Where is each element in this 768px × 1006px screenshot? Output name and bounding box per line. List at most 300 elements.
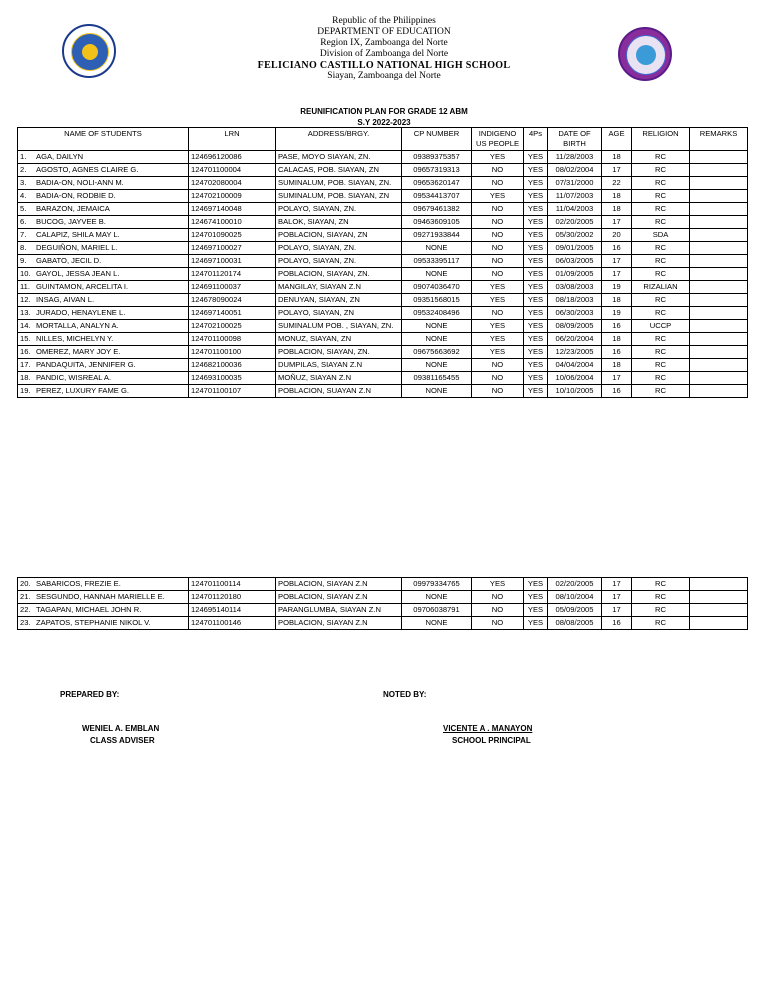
address-cell: POBLACION, SIAYAN Z.N (276, 617, 402, 630)
table-row (18, 578, 748, 591)
table-row (18, 151, 748, 164)
principal-title: SCHOOL PRINCIPAL (452, 736, 531, 745)
religion-cell: UCCP (632, 320, 690, 333)
date-of-birth-cell: 10/06/2004 (548, 372, 602, 385)
col-remarks-header: REMARKS (690, 128, 748, 151)
date-of-birth-cell: 08/02/2004 (548, 164, 602, 177)
religion-cell: RC (632, 591, 690, 604)
student-name-cell (18, 203, 189, 216)
date-of-birth-cell: 11/07/2003 (548, 190, 602, 203)
col-cp-header: CP NUMBER (402, 128, 472, 151)
remarks-cell (690, 578, 748, 591)
row-number: 20. (20, 579, 31, 588)
student-name-cell (18, 307, 189, 320)
fourps-status-cell: YES (524, 281, 548, 294)
lrn-cell: 124678090024 (189, 294, 276, 307)
date-of-birth-cell: 02/20/2005 (548, 216, 602, 229)
age-cell: 19 (602, 307, 632, 320)
region-line: Region IX, Zamboanga del Norte (320, 38, 448, 48)
indigenous-status-cell: NO (472, 591, 524, 604)
remarks-cell (690, 268, 748, 281)
age-cell: 18 (602, 151, 632, 164)
religion-cell: RC (632, 294, 690, 307)
address-cell: POBLACION, SIAYAN, ZN (276, 229, 402, 242)
row-number: 8. (20, 243, 27, 252)
row-number: 13. (20, 308, 31, 317)
date-of-birth-cell: 02/20/2005 (548, 578, 602, 591)
age-cell: 16 (602, 385, 632, 398)
fourps-status-cell: YES (524, 216, 548, 229)
indigenous-status-cell: YES (472, 333, 524, 346)
fourps-status-cell: YES (524, 359, 548, 372)
age-cell: 16 (602, 320, 632, 333)
principal-name: VICENTE A . MANAYON (443, 724, 533, 733)
adviser-title: CLASS ADVISER (90, 736, 155, 745)
col-address-header: ADDRESS/BRGY. (276, 128, 402, 151)
religion-cell: RC (632, 604, 690, 617)
lrn-cell: 124691100037 (189, 281, 276, 294)
remarks-cell (690, 216, 748, 229)
address-cell: POLAYO, SIAYAN, ZN. (276, 255, 402, 268)
fourps-status-cell: YES (524, 604, 548, 617)
remarks-cell (690, 294, 748, 307)
indigenous-status-cell: NO (472, 216, 524, 229)
age-cell: 17 (602, 604, 632, 617)
student-name-cell (18, 242, 189, 255)
religion-cell: RC (632, 385, 690, 398)
cp-number-cell: 09533395117 (402, 255, 472, 268)
student-name-cell (18, 385, 189, 398)
religion-cell: RC (632, 151, 690, 164)
table-row (18, 617, 748, 630)
date-of-birth-cell: 08/18/2003 (548, 294, 602, 307)
adviser-name: WENIEL A. EMBLAN (82, 724, 160, 733)
cp-number-cell: 09706038791 (402, 604, 472, 617)
cp-number-cell: 09653620147 (402, 177, 472, 190)
cp-number-cell: 09675663692 (402, 346, 472, 359)
remarks-cell (690, 164, 748, 177)
address-cell: POBLACION, SIAYAN, ZN. (276, 268, 402, 281)
table-row (18, 320, 748, 333)
col-lrn-header: LRN (189, 128, 276, 151)
religion-cell: RC (632, 203, 690, 216)
indigenous-status-cell: YES (472, 151, 524, 164)
department-line: DEPARTMENT OF EDUCATION (317, 27, 451, 37)
table-row (18, 372, 748, 385)
student-name-text: INSAG, AIVAN L. (36, 295, 95, 304)
age-cell: 17 (602, 164, 632, 177)
table-row (18, 229, 748, 242)
lrn-cell: 124702100009 (189, 190, 276, 203)
student-name-text: SESGUNDO, HANNAH MARIELLE E. (36, 592, 165, 601)
religion-cell: RC (632, 216, 690, 229)
cp-number-cell: 09389375357 (402, 151, 472, 164)
student-name-text: GAYOL, JESSA JEAN L. (36, 269, 120, 278)
col-name-header: NAME OF STUDENTS (18, 128, 189, 151)
remarks-cell (690, 372, 748, 385)
table-row (18, 294, 748, 307)
indigenous-status-cell: NO (472, 177, 524, 190)
date-of-birth-cell: 06/03/2005 (548, 255, 602, 268)
noted-by-label: NOTED BY: (383, 690, 427, 699)
religion-cell: RC (632, 268, 690, 281)
row-number: 15. (20, 334, 31, 343)
student-name-text: TAGAPAN, MICHAEL JOHN R. (36, 605, 142, 614)
indigenous-status-cell: YES (472, 320, 524, 333)
lrn-cell: 124701090025 (189, 229, 276, 242)
table-row (18, 164, 748, 177)
remarks-cell (690, 281, 748, 294)
row-number: 23. (20, 618, 31, 627)
student-name-text: PANDIC, WISREAL A. (36, 373, 112, 382)
date-of-birth-cell: 07/31/2000 (548, 177, 602, 190)
remarks-cell (690, 591, 748, 604)
remarks-cell (690, 385, 748, 398)
row-number: 7. (20, 230, 27, 239)
date-of-birth-cell: 08/08/2005 (548, 617, 602, 630)
lrn-cell: 124701100146 (189, 617, 276, 630)
religion-cell: RC (632, 307, 690, 320)
address-cell: MANGILAY, SIAYAN Z.N (276, 281, 402, 294)
cp-number-cell: NONE (402, 320, 472, 333)
religion-cell: RC (632, 372, 690, 385)
lrn-cell: 124697100031 (189, 255, 276, 268)
table-row (18, 203, 748, 216)
table-row (18, 177, 748, 190)
table-row (18, 591, 748, 604)
school-year: S.Y 2022-2023 (357, 118, 411, 127)
remarks-cell (690, 320, 748, 333)
students-table-part2 (17, 577, 748, 630)
age-cell: 20 (602, 229, 632, 242)
religion-cell: RC (632, 190, 690, 203)
remarks-cell (690, 242, 748, 255)
religion-cell: RC (632, 255, 690, 268)
student-name-cell (18, 164, 189, 177)
cp-number-cell: NONE (402, 617, 472, 630)
address-cell: POBLACION, SIAYAN Z.N (276, 578, 402, 591)
remarks-cell (690, 359, 748, 372)
lrn-cell: 124701100004 (189, 164, 276, 177)
address-cell: MONUZ, SIAYAN, ZN (276, 333, 402, 346)
address-cell: POBLACION, SIAYAN, ZN. (276, 346, 402, 359)
col-ip-header: INDIGENO US PEOPLE (472, 128, 524, 151)
remarks-cell (690, 333, 748, 346)
cp-number-cell: NONE (402, 591, 472, 604)
fourps-status-cell: YES (524, 229, 548, 242)
indigenous-status-cell: YES (472, 294, 524, 307)
document-title: REUNIFICATION PLAN FOR GRADE 12 ABM (300, 107, 468, 116)
row-number: 6. (20, 217, 27, 226)
student-name-cell (18, 372, 189, 385)
fourps-status-cell: YES (524, 617, 548, 630)
row-number: 17. (20, 360, 31, 369)
cp-number-cell: NONE (402, 268, 472, 281)
student-name-text: BARAZON, JEMAICA (36, 204, 110, 213)
student-name-text: AGA, DAILYN (36, 152, 84, 161)
student-name-text: AGOSTO, AGNES CLAIRE G. (36, 165, 139, 174)
student-name-text: GUINTAMON, ARCELITA I. (36, 282, 129, 291)
cp-number-cell: NONE (402, 333, 472, 346)
date-of-birth-cell: 04/04/2004 (548, 359, 602, 372)
cp-number-cell: NONE (402, 359, 472, 372)
students-table-part1 (17, 127, 748, 398)
date-of-birth-cell: 08/09/2005 (548, 320, 602, 333)
cp-number-cell: 09534413707 (402, 190, 472, 203)
student-name-cell (18, 359, 189, 372)
religion-cell: RC (632, 617, 690, 630)
fourps-status-cell: YES (524, 268, 548, 281)
religion-cell: RC (632, 333, 690, 346)
date-of-birth-cell: 01/09/2005 (548, 268, 602, 281)
date-of-birth-cell: 05/30/2002 (548, 229, 602, 242)
student-name-cell (18, 255, 189, 268)
row-number: 10. (20, 269, 31, 278)
age-cell: 17 (602, 268, 632, 281)
religion-cell: RIZALIAN (632, 281, 690, 294)
remarks-cell (690, 617, 748, 630)
remarks-cell (690, 307, 748, 320)
student-name-text: MORTALLA, ANALYN A. (36, 321, 119, 330)
age-cell: 17 (602, 216, 632, 229)
student-name-text: BADIA-ON, NOLI-ANN M. (36, 178, 124, 187)
student-name-cell (18, 294, 189, 307)
age-cell: 18 (602, 203, 632, 216)
fourps-status-cell: YES (524, 294, 548, 307)
cp-number-cell: 09657319313 (402, 164, 472, 177)
cp-number-cell: 09532408496 (402, 307, 472, 320)
student-name-text: ZAPATOS, STEPHANIE NIKOL V. (36, 618, 151, 627)
cp-number-cell: 09271933844 (402, 229, 472, 242)
address-cell: DUMPILAS, SIAYAN Z.N (276, 359, 402, 372)
row-number: 1. (20, 152, 27, 161)
division-line: Division of Zamboanga del Norte (319, 49, 449, 59)
student-name-text: PANDAQUITA, JENNIFER G. (36, 360, 136, 369)
student-name-text: DEGUIÑON, MARIEL L. (36, 243, 118, 252)
fourps-status-cell: YES (524, 333, 548, 346)
lrn-cell: 124701120174 (189, 268, 276, 281)
religion-cell: RC (632, 359, 690, 372)
student-name-cell (18, 177, 189, 190)
date-of-birth-cell: 12/23/2005 (548, 346, 602, 359)
table-row (18, 359, 748, 372)
table-row (18, 242, 748, 255)
indigenous-status-cell: NO (472, 372, 524, 385)
fourps-status-cell: YES (524, 151, 548, 164)
address-cell: POLAYO, SIAYAN, ZN (276, 307, 402, 320)
address-cell: CALACAS, POB. SIAYAN, ZN (276, 164, 402, 177)
student-name-text: OMEREZ, MARY JOY E. (36, 347, 121, 356)
row-number: 12. (20, 295, 31, 304)
indigenous-status-cell: NO (472, 229, 524, 242)
student-name-text: SABARICOS, FREZIE E. (36, 579, 121, 588)
indigenous-status-cell: NO (472, 203, 524, 216)
lrn-cell: 124701120180 (189, 591, 276, 604)
date-of-birth-cell: 10/10/2005 (548, 385, 602, 398)
cp-number-cell: 09463609105 (402, 216, 472, 229)
lrn-cell: 124695140114 (189, 604, 276, 617)
row-number: 21. (20, 592, 31, 601)
student-name-cell (18, 229, 189, 242)
lrn-cell: 124701100107 (189, 385, 276, 398)
student-name-cell (18, 216, 189, 229)
student-name-cell (18, 604, 189, 617)
religion-cell: RC (632, 164, 690, 177)
lrn-cell: 124693100035 (189, 372, 276, 385)
remarks-cell (690, 203, 748, 216)
address-cell: POBLACION, SUAYAN Z.N (276, 385, 402, 398)
date-of-birth-cell: 11/04/2003 (548, 203, 602, 216)
table-row (18, 281, 748, 294)
fourps-status-cell: YES (524, 164, 548, 177)
lrn-cell: 124696120086 (189, 151, 276, 164)
age-cell: 22 (602, 177, 632, 190)
indigenous-status-cell: YES (472, 281, 524, 294)
fourps-status-cell: YES (524, 578, 548, 591)
student-name-text: PEREZ, LUXURY FAME G. (36, 386, 129, 395)
student-name-cell (18, 617, 189, 630)
address-cell: MOÑUZ, SIAYAN Z.N (276, 372, 402, 385)
indigenous-status-cell: NO (472, 268, 524, 281)
lrn-cell: 124697140048 (189, 203, 276, 216)
cp-number-cell: 09979334765 (402, 578, 472, 591)
col-age-header: AGE (602, 128, 632, 151)
fourps-status-cell: YES (524, 385, 548, 398)
row-number: 9. (20, 256, 27, 265)
remarks-cell (690, 255, 748, 268)
date-of-birth-cell: 06/20/2004 (548, 333, 602, 346)
republic-line: Republic of the Philippines (332, 16, 436, 26)
religion-cell: RC (632, 242, 690, 255)
age-cell: 17 (602, 255, 632, 268)
table-header-row (18, 128, 748, 151)
cp-number-cell: 09679461382 (402, 203, 472, 216)
row-number: 3. (20, 178, 27, 187)
lrn-cell: 124674100010 (189, 216, 276, 229)
fourps-status-cell: YES (524, 372, 548, 385)
indigenous-status-cell: NO (472, 242, 524, 255)
student-name-text: BUCOG, JAYVEE B. (36, 217, 106, 226)
age-cell: 16 (602, 242, 632, 255)
address-cell: SUMINALUM, POB. SIAYAN, ZN. (276, 177, 402, 190)
student-name-cell (18, 190, 189, 203)
age-cell: 17 (602, 372, 632, 385)
indigenous-status-cell: NO (472, 359, 524, 372)
age-cell: 18 (602, 190, 632, 203)
letterhead (0, 16, 768, 82)
student-name-cell (18, 268, 189, 281)
remarks-cell (690, 346, 748, 359)
fourps-status-cell: YES (524, 307, 548, 320)
fourps-status-cell: YES (524, 177, 548, 190)
table-row (18, 255, 748, 268)
age-cell: 18 (602, 359, 632, 372)
indigenous-status-cell: NO (472, 604, 524, 617)
indigenous-status-cell: NO (472, 617, 524, 630)
col-4ps-header: 4Ps (524, 128, 548, 151)
age-cell: 18 (602, 333, 632, 346)
student-name-text: JURADO, HENAYLENE L. (36, 308, 126, 317)
lrn-cell: 124702100025 (189, 320, 276, 333)
lrn-cell: 124697100027 (189, 242, 276, 255)
row-number: 5. (20, 204, 27, 213)
fourps-status-cell: YES (524, 190, 548, 203)
remarks-cell (690, 229, 748, 242)
address-cell: PARANGLUMBA, SIAYAN Z.N (276, 604, 402, 617)
student-name-cell (18, 346, 189, 359)
student-name-text: GABATO, JECIL D. (36, 256, 102, 265)
student-name-text: NILLES, MICHELYN Y. (36, 334, 114, 343)
prepared-by-label: PREPARED BY: (60, 690, 120, 699)
table-row (18, 604, 748, 617)
lrn-cell: 124701100098 (189, 333, 276, 346)
address-cell: DENUYAN, SIAYAN, ZN (276, 294, 402, 307)
cp-number-cell: 09351568015 (402, 294, 472, 307)
age-cell: 16 (602, 617, 632, 630)
date-of-birth-cell: 06/30/2003 (548, 307, 602, 320)
row-number: 18. (20, 373, 31, 382)
row-number: 19. (20, 386, 31, 395)
school-address: Siayan, Zamboanga del Norte (327, 71, 441, 81)
indigenous-status-cell: YES (472, 190, 524, 203)
date-of-birth-cell: 11/28/2003 (548, 151, 602, 164)
religion-cell: RC (632, 346, 690, 359)
indigenous-status-cell: NO (472, 307, 524, 320)
student-name-cell (18, 333, 189, 346)
indigenous-status-cell: NO (472, 255, 524, 268)
indigenous-status-cell: NO (472, 385, 524, 398)
age-cell: 16 (602, 346, 632, 359)
col-religion-header: RELIGION (632, 128, 690, 151)
cp-number-cell: 09074036470 (402, 281, 472, 294)
cp-number-cell: NONE (402, 385, 472, 398)
row-number: 11. (20, 282, 30, 291)
table-row (18, 346, 748, 359)
fourps-status-cell: YES (524, 242, 548, 255)
table-row (18, 385, 748, 398)
fourps-status-cell: YES (524, 203, 548, 216)
address-cell: SUMINALUM POB. , SIAYAN, ZN. (276, 320, 402, 333)
address-cell: BALOK, SIAYAN, ZN (276, 216, 402, 229)
student-name-cell (18, 320, 189, 333)
table-row (18, 307, 748, 320)
student-name-text: CALAPIZ, SHILA MAY L. (36, 230, 120, 239)
school-name: FELICIANO CASTILLO NATIONAL HIGH SCHOOL (257, 60, 511, 71)
indigenous-status-cell: YES (472, 346, 524, 359)
cp-number-cell: NONE (402, 242, 472, 255)
lrn-cell: 124697140051 (189, 307, 276, 320)
table-row (18, 216, 748, 229)
date-of-birth-cell: 08/10/2004 (548, 591, 602, 604)
lrn-cell: 124682100036 (189, 359, 276, 372)
fourps-status-cell: YES (524, 346, 548, 359)
age-cell: 17 (602, 578, 632, 591)
fourps-status-cell: YES (524, 591, 548, 604)
address-cell: SUMINALUM, POB. SIAYAN, ZN (276, 190, 402, 203)
lrn-cell: 124702080004 (189, 177, 276, 190)
remarks-cell (690, 190, 748, 203)
cp-number-cell: 09381165455 (402, 372, 472, 385)
date-of-birth-cell: 09/01/2005 (548, 242, 602, 255)
indigenous-status-cell: YES (472, 578, 524, 591)
student-name-cell (18, 578, 189, 591)
date-of-birth-cell: 05/09/2005 (548, 604, 602, 617)
row-number: 2. (20, 165, 27, 174)
age-cell: 19 (602, 281, 632, 294)
address-cell: POBLACION, SIAYAN Z.N (276, 591, 402, 604)
student-name-text: BADIA-ON, RODBIE D. (36, 191, 116, 200)
row-number: 22. (20, 605, 31, 614)
